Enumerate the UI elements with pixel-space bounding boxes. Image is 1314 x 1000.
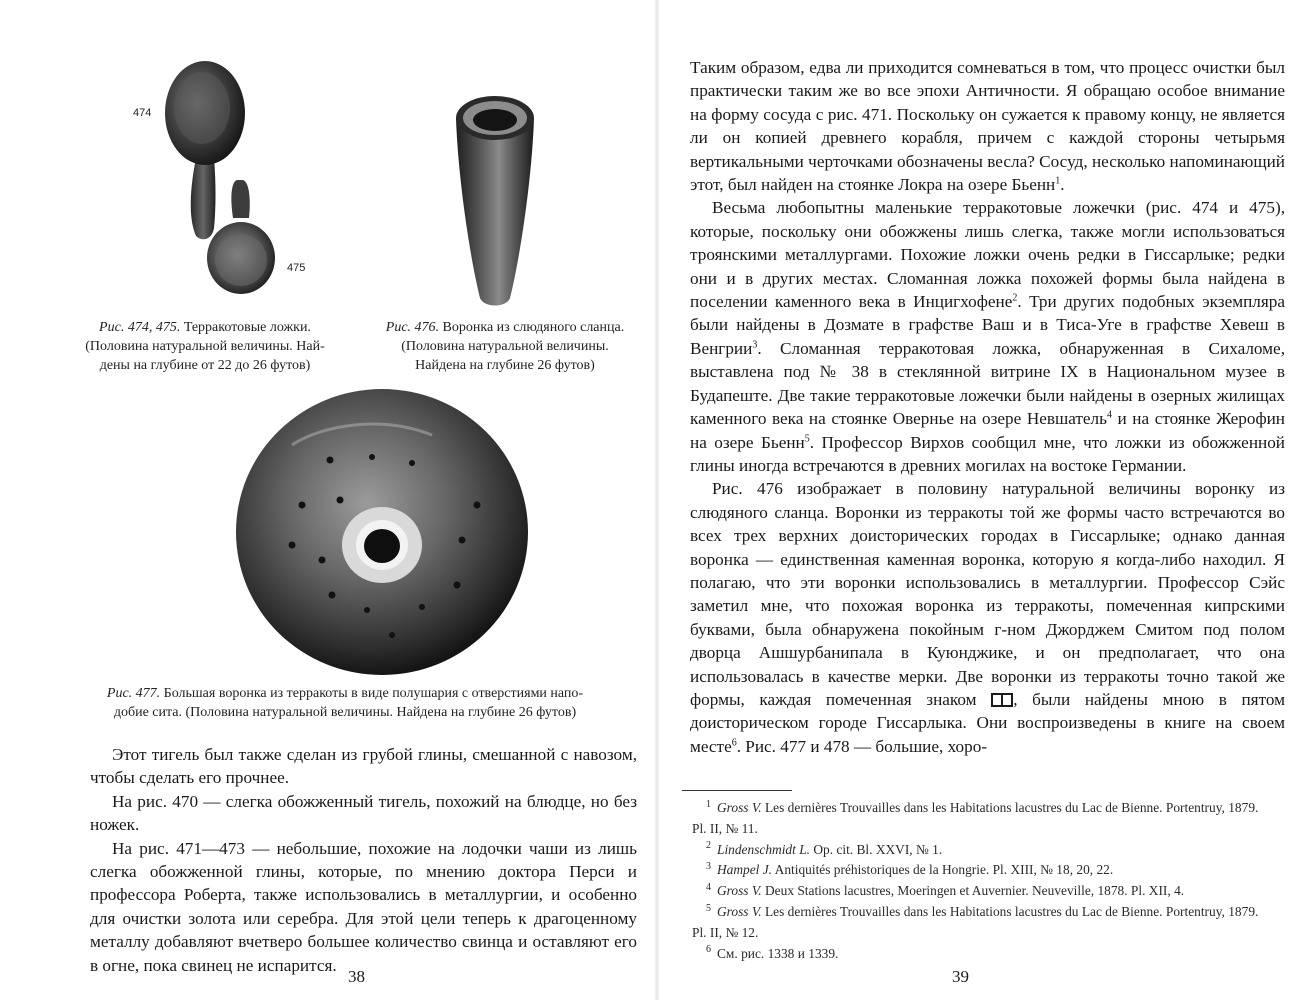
- footnote-ref[interactable]: 1: [1055, 175, 1061, 187]
- footnote: $^4$ Gross V. Deux Stations lacustres, Moeringen et Auvernier. Neuveville, 1878. Pl. XII, 4.: [706, 881, 1185, 899]
- caption-fig-474-475: Рис. 474, 475. Терракотовые ложки. (Половина натуральной величины. Най- дены на глубине от 22 до 26 футов): [85, 320, 325, 373]
- footnote-ref[interactable]: 4: [1106, 409, 1112, 421]
- footnote: $^1$ Gross V. Les dernières Trouvailles dans les Habitations lacustres du Lac de Bienne. Portentruy, 1879. Pl. II, № 11.: [692, 798, 1259, 836]
- mark-sign-icon: [991, 693, 1013, 707]
- footnotes: [692, 798, 1274, 964]
- footnote: $^2$ Lindenschmidt L. Op. cit. Bl. XXVI, № 1.: [706, 840, 943, 857]
- footnote-ref[interactable]: 2: [1012, 292, 1018, 304]
- fig-474-label: 474: [133, 107, 152, 119]
- footnote: $^5$ Gross V. Les dernières Trouvailles dans les Habitations lacustres du Lac de Bienne. Portentruy, 1879. Pl. II, № 12.: [692, 902, 1259, 940]
- footnote-ref[interactable]: 3: [752, 339, 758, 351]
- caption-fig-476: Рис. 476. Воронка из слюдяного сланца. (Половина натуральной величины. Найдена на глубине 26 футов): [385, 320, 625, 373]
- fig-475-label: 475: [287, 262, 306, 274]
- page-number-right: 39: [952, 967, 969, 986]
- footnote-ref[interactable]: 5: [804, 432, 810, 444]
- paragraph: На рис. 470 — слегка обожженный тигель, похожий на блюдце, но без ножек.: [90, 791, 637, 835]
- right-page: [657, 0, 1314, 1000]
- fig-476-funnel-illustration: [450, 88, 540, 310]
- footnote: $^3$ Hampel J. Antiquités préhistoriques de la Hongrie. Pl. XIII, № 18, 20, 22.: [706, 860, 1114, 878]
- right-body-text: [690, 56, 1285, 758]
- paragraph: Этот тигель был также сделан из грубой глины, смешанной с навозом, чтобы сделать его прочнее.: [90, 745, 637, 788]
- paragraph: Таким образом, едва ли приходится сомневаться в том, что процесс очистки был практически таким же во все эпохи Античности. Я обращаю особое внимание на форму сосуда с рис. 471. Поскольку он сужается к правому концу, не является ли он копией древнего корабля, причем с каждой стороны четырьмя вертикальными черточками обозначены весла? Сосуд, несколько напоминающий этот, был найден на стоянке Локра на озере Бьенн$^1$.: [690, 58, 1285, 195]
- paragraph: Весьма любопытны маленькие терракотовые ложечки (рис. 474 и 475), которые, поскольку они обожжены лишь слегка, также могли использоваться троянскими металлургами. Похожие ложки очень редки в Гиссарлыке; редки они и в других местах. Сломанная ложка похожей формы была найдена в поселении каменного века в Инцигхофене$^2$. Три других подобных экземпляра были найдены в Дозмате в графстве Ваш и в Тиса-Уге в графстве Хевеш в Венгрии$^3$. Сломанная терракотовая ложка, обнаруженная в Сихаломе, выставлена под № 38 в стеклянной витрине IX в Национальном музее в Будапеште. Две такие терракотовые ложечки были найдены в озерных жилищах каменного века на стоянке Овернье на озере Невшатель$^4$ и на стоянке Жерофин на озере Бьенн$^5$. Профессор Вирхов сообщил мне, что ложки из обожженной глины иногда встречаются в древних могилах на востоке Германии.: [690, 198, 1286, 475]
- left-body-text: [90, 743, 637, 977]
- footnote: $^6$ См. рис. 1338 и 1339.: [706, 944, 839, 961]
- fig-477-sieve-funnel-illustration: [232, 385, 532, 680]
- paragraph: На рис. 471—473 — небольшие, похожие на лодочки чаши из лишь слегка обожженной глины, которые, по мнению доктора Перси и профессора Роберта, также использовались в металлургии, и особенно для очистки золота или серебра. Для этой цели теперь к драгоценному металлу добавляют вчетверо большее количество свинца и оставляют его в огне, пока свинец не испарится.: [90, 838, 637, 975]
- caption-fig-477: Рис. 477. Большая воронка из терракоты в виде полушария с отверстиями напо- добие сита. (Половина натуральной величины. Найдена на глубине 26 футов): [106, 686, 584, 720]
- fig-475-spoon-illustration: [203, 178, 279, 298]
- page-number-left: 38: [348, 967, 365, 986]
- footnote-divider: [682, 790, 792, 791]
- paragraph: Рис. 476 изображает в половину натуральной величины воронку из слюдяного сланца. Воронки из терракоты той же формы часто встречаются во всех трех верхних доисторических городах в Гиссарлыке; однако данная воронка — единственная каменная воронка, которую я когда-либо находил. Я полагаю, что эти воронки использовались в металлургии. Профессор Сэйс заметил мне, что похожая воронка из терракоты, помеченная кипрскими буквами, была обнаружена покойным г-ном Джорджем Смитом под полом дворца Ашшурбанипала в Куюнджике, и он предполагает, что она использовалась в качестве мерки. Две воронки из терракоты точно такой же формы, каждая помеченная знаком , были найдены мною в пятом доисторическом городе Гиссарлыка. Они воспроизведены в книге на своем месте$^6$. Рис. 477 и 478 — большие, хоро-: [690, 479, 1286, 756]
- footnote-ref[interactable]: 6: [731, 737, 737, 749]
